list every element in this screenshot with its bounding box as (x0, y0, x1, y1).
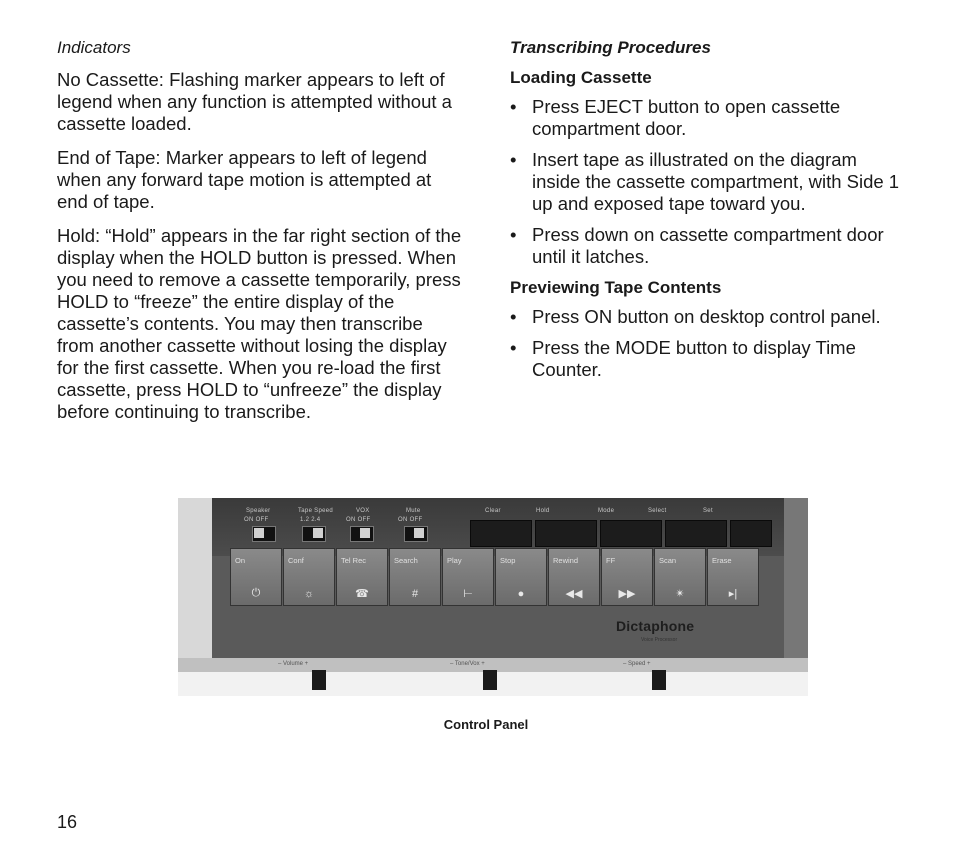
previewing-tape-heading: Previewing Tape Contents (510, 278, 722, 297)
loading-cassette-heading: Loading Cassette (510, 68, 652, 87)
stop-button[interactable]: Stop ● (495, 548, 547, 606)
switch-sublabel: 1.2 2.4 (300, 517, 321, 523)
list-item: • Press ON button on desktop control panel. (510, 306, 910, 328)
clear-key-label: Clear (485, 508, 501, 514)
clear-button[interactable] (470, 520, 532, 547)
switch-label-tape-speed: Tape Speed (298, 508, 334, 514)
right-column (510, 38, 910, 391)
set-key-label: Set (703, 508, 713, 514)
set-button[interactable] (730, 520, 772, 547)
rewind-icon: ◀◀ (565, 588, 583, 600)
volume-slider-label: – Volume + (278, 661, 309, 667)
control-panel-photo (178, 498, 808, 696)
scan-button[interactable]: Scan ✴ (654, 548, 706, 606)
switch-sublabel: ON OFF (398, 517, 423, 523)
brand-logo: Dictaphone (616, 618, 695, 634)
conference-icon: ☼ (303, 588, 315, 600)
switch-knob (254, 528, 264, 538)
tone-vox-slider[interactable] (483, 670, 497, 690)
brand-subtitle: Voice Processor (641, 637, 678, 643)
volume-slider[interactable] (312, 670, 326, 690)
speed-slider-label: – Speed + (623, 661, 651, 667)
power-icon: ⏻ (251, 587, 261, 599)
paragraph-no-cassette: No Cassette: Flashing marker appears to left of legend when any function is attempted without a cassette loaded. (57, 69, 452, 134)
speed-slider[interactable] (652, 670, 666, 690)
page-number: 16 (57, 812, 78, 832)
tel-rec-button[interactable]: Tel Rec ☎ (336, 548, 388, 606)
indicators-heading: Indicators (57, 38, 131, 57)
select-key-label: Select (648, 508, 667, 514)
switch-knob (360, 528, 370, 538)
hold-key-label: Hold (536, 508, 550, 514)
hold-button[interactable] (535, 520, 597, 547)
transcribing-procedures-heading: Transcribing Procedures (510, 38, 711, 57)
list-item: • Insert tape as illustrated on the diagram inside the cassette compartment, with Side 1 up and exposed tape toward you. (510, 149, 910, 215)
previewing-tape-list (510, 306, 910, 381)
switch-knob (414, 528, 424, 538)
loading-cassette-list (510, 96, 910, 268)
mode-button[interactable] (600, 520, 662, 547)
search-button[interactable]: Search # (389, 548, 441, 606)
play-button[interactable]: Play ⊢ (442, 548, 494, 606)
list-item: • Press the MODE button to display Time Counter. (510, 337, 910, 381)
paragraph-hold: Hold: “Hold” appears in the far right section of the display when the HOLD button is pressed. When you need to remove a cassette temporarily, press HOLD to “freeze” the entire display of the cassette’s contents. You may then transcribe from another cassette without losing the display for the first cassette. When you re-load the first cassette, press HOLD to “unfreeze” the display before continuing to transcribe. (57, 225, 462, 422)
on-button[interactable]: On ⏻ (230, 548, 282, 606)
erase-icon: ▸| (728, 588, 738, 600)
telephone-icon: ☎ (355, 588, 369, 600)
stop-icon: ● (517, 588, 525, 600)
switch-label-mute: Mute (406, 508, 421, 514)
scan-icon: ✴ (675, 588, 685, 600)
tone-vox-slider-label: – Tone/Vox + (450, 661, 485, 667)
switch-sublabel: ON OFF (346, 517, 371, 523)
play-icon: ⊢ (463, 588, 473, 600)
switch-sublabel: ON OFF (244, 517, 269, 523)
search-icon: # (411, 588, 419, 600)
figure-caption: Control Panel (443, 717, 529, 732)
paragraph-end-of-tape: End of Tape: Marker appears to left of legend when any forward tape motion is attempted at end of tape. (57, 147, 432, 212)
list-item: • Press down on cassette compartment door until it latches. (510, 224, 910, 268)
conf-button[interactable]: Conf ☼ (283, 548, 335, 606)
switch-knob (313, 528, 323, 538)
left-column (57, 38, 462, 435)
fast-forward-icon: ▶▶ (618, 588, 636, 600)
ff-button[interactable]: FF ▶▶ (601, 548, 653, 606)
list-item: • Press EJECT button to open cassette compartment door. (510, 96, 910, 140)
switch-label-vox: VOX (356, 508, 370, 514)
mode-key-label: Mode (598, 508, 615, 514)
select-button[interactable] (665, 520, 727, 547)
switch-label-speaker: Speaker (246, 508, 271, 514)
erase-button[interactable]: Erase ▸| (707, 548, 759, 606)
rewind-button[interactable]: Rewind ◀◀ (548, 548, 600, 606)
